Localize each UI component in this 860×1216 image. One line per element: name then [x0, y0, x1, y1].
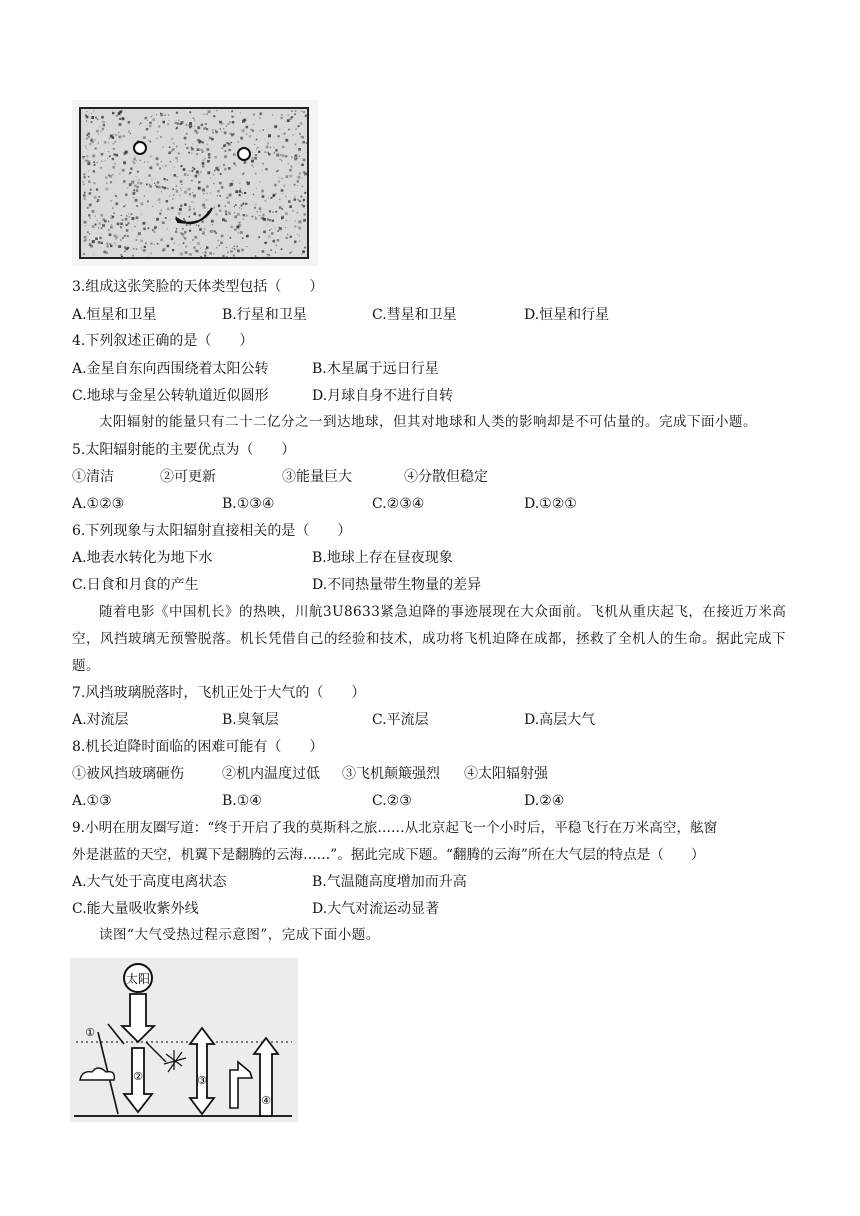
- svg-text:②: ②: [133, 1070, 143, 1083]
- q9-option-c: C.能大量吸收紫外线: [72, 901, 199, 917]
- q8-item-3: ③飞机颠簸强烈: [342, 766, 440, 782]
- q7-option-a: A.对流层: [72, 712, 129, 728]
- solar-intro: 太阳辐射的能量只有二十二亿分之一到达地球，但其对地球和人类的影响却是不可估量的。完成下面小题。: [99, 414, 757, 430]
- q6-option-b: B.地球上存在昼夜现象: [312, 550, 453, 566]
- q3-option-b: B.行星和卫星: [222, 307, 307, 323]
- q8-item-4: ④太阳辐射强: [464, 766, 548, 782]
- q7-option-b: B.臭氧层: [222, 712, 279, 728]
- svg-text:③: ③: [197, 1074, 207, 1087]
- q5-option-c: C.②③④: [372, 496, 425, 512]
- q5-item-1: ①清洁: [72, 469, 114, 485]
- q8-stem: 8.机长迫降时面临的困难可能有（ ）: [72, 739, 324, 755]
- q4-option-d: D.月球自身不进行自转: [312, 388, 454, 404]
- q6-option-c: C.日食和月食的产生: [72, 577, 199, 593]
- right-star: [238, 148, 250, 160]
- q4-option-c: C.地球与金星公转轨道近似圆形: [72, 388, 269, 404]
- q8-item-1: ①被风挡玻璃砸伤: [72, 766, 184, 782]
- q6-option-a: A.地表水转化为地下水: [72, 550, 213, 566]
- q7-option-d: D.高层大气: [524, 712, 596, 728]
- q7-stem: 7.风挡玻璃脱落时，飞机正处于大气的（ ）: [72, 685, 366, 701]
- svg-text:④: ④: [261, 1094, 271, 1107]
- atmosphere-heating-diagram: [70, 958, 298, 1122]
- smiley-sky-figure: [72, 100, 318, 266]
- q8-option-c: C.②③: [372, 793, 412, 809]
- q5-item-4: ④分散但稳定: [404, 469, 488, 485]
- q3-option-a: A.恒星和卫星: [72, 307, 157, 323]
- left-star: [134, 142, 146, 154]
- q5-stem: 5.太阳辐射能的主要优点为（ ）: [72, 442, 296, 458]
- q5-option-a: A.①②③: [72, 496, 125, 512]
- q8-option-a: A.①③: [72, 793, 112, 809]
- q8-item-2: ②机内温度过低: [222, 766, 320, 782]
- q5-option-b: B.①③④: [222, 496, 275, 512]
- q5-item-3: ③能量巨大: [282, 469, 352, 485]
- q3-stem: 3.组成这张笑脸的天体类型包括（ ）: [72, 279, 324, 295]
- q5-option-d: D.①②①: [524, 496, 577, 512]
- q9-stem-line2: 外是湛蓝的天空，机翼下是翻腾的云海……”。据此完成下题。“翻腾的云海”所在大气层的特点是（ ）: [72, 847, 705, 863]
- q4-option-a: A.金星自东向西围绕着太阳公转: [72, 361, 269, 377]
- q9-option-b: B.气温随高度增加而升高: [312, 874, 467, 890]
- q6-option-d: D.不同热量带生物量的差异: [312, 577, 482, 593]
- q9-option-a: A.大气处于高度电离状态: [72, 874, 227, 890]
- svg-text:①: ①: [85, 1026, 95, 1039]
- q4-stem: 4.下列叙述正确的是（ ）: [72, 333, 254, 349]
- q4-option-b: B.木星属于远日行星: [312, 361, 439, 377]
- q5-item-2: ②可更新: [160, 469, 216, 485]
- q8-option-d: D.②④: [524, 793, 565, 809]
- q3-option-c: C.彗星和卫星: [372, 307, 457, 323]
- figure-intro: 读图“大气受热过程示意图”，完成下面小题。: [99, 927, 380, 943]
- flight-intro: 随着电影《中国机长》的热映，川航3U8633紧急迫降的事迹展现在大众面前。飞机从重庆起飞，在接近万米高空，风挡玻璃无预警脱落。机长凭借自己的经验和技术，成功将飞机迫降在成都，拯救了全机人的生命。据此完成下题。: [72, 604, 787, 674]
- q8-option-b: B.①④: [222, 793, 262, 809]
- q3-option-d: D.恒星和行星: [524, 307, 610, 323]
- q9-stem-line1: 9.小明在朋友圈写道：“终于开启了我的莫斯科之旅……从北京起飞一个小时后，平稳飞行在万米高空，舷窗: [72, 820, 718, 836]
- q6-stem: 6.下列现象与太阳辐射直接相关的是（ ）: [72, 523, 352, 539]
- sun-label: 太阳: [125, 972, 151, 986]
- q9-option-d: D.大气对流运动显著: [312, 901, 440, 917]
- q7-option-c: C.平流层: [372, 712, 429, 728]
